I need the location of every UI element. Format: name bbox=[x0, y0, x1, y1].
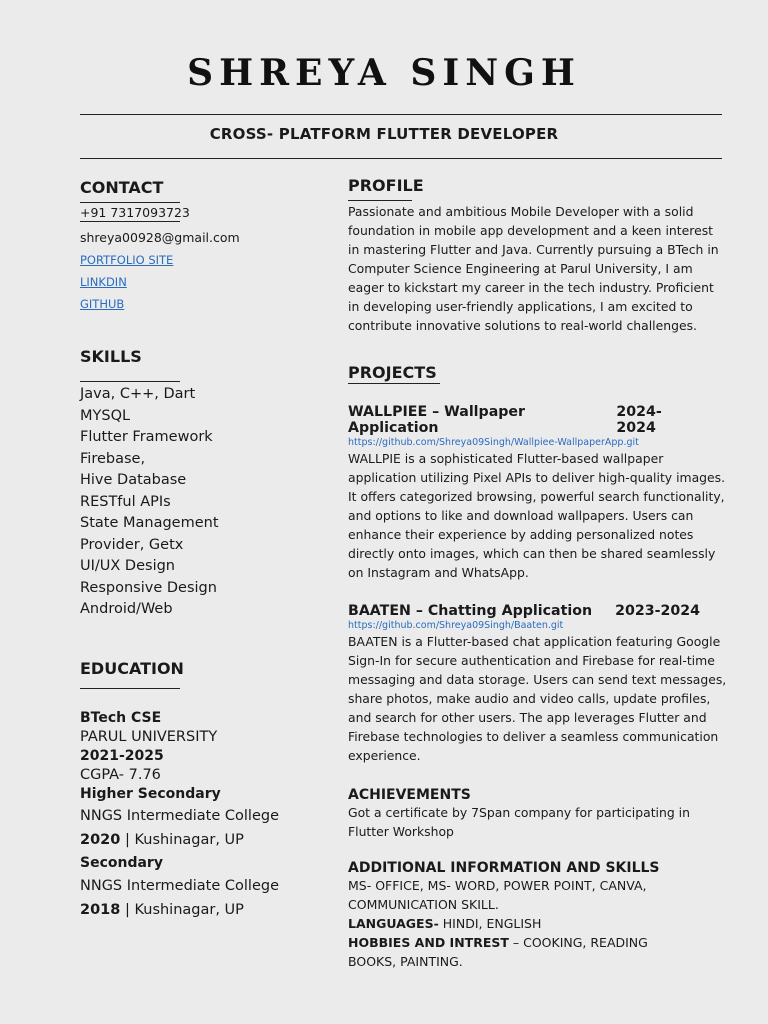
hobbies-value: – COOKING, READING BOOKS, PAINTING. bbox=[348, 935, 648, 969]
languages-line bbox=[348, 914, 728, 933]
contact-email[interactable]: shreya00928@gmail.com bbox=[80, 230, 240, 245]
achievements-section bbox=[348, 787, 728, 841]
project-years: 2024-2024 bbox=[616, 404, 662, 436]
hobbies-line bbox=[348, 933, 688, 971]
project-years: 2023-2024 bbox=[615, 603, 700, 619]
degree: BTech CSE bbox=[80, 709, 162, 726]
secondary-school: NNGS Intermediate College bbox=[80, 877, 279, 894]
project-description: WALLPIE is a sophisticated Flutter-based wallpaper application utilizing Pixel APIs to deliver high-quality images. It offers categorized browsing, powerful search functionality, and options to like and download wallpapers. Users can enhance their experience by adding personalized notes directly onto images, which can then be shared seamlessly on Instagram and WhatsApp. bbox=[348, 451, 726, 580]
project-title: BAATEN – Chatting Application bbox=[348, 603, 593, 619]
education-rule bbox=[80, 688, 180, 689]
higher-secondary-school: NNGS Intermediate College bbox=[80, 807, 279, 824]
degree-years: 2021-2025 bbox=[80, 747, 164, 764]
secondary-year-place bbox=[80, 898, 320, 922]
languages-value: HINDI, ENGLISH bbox=[438, 916, 542, 931]
skill-item: UI/UX Design bbox=[80, 558, 175, 574]
contact-phone: +91 7317093723 bbox=[80, 205, 190, 220]
profile-heading: PROFILE bbox=[348, 176, 424, 195]
skill-item: Java, C++, Dart bbox=[80, 386, 196, 402]
left-column bbox=[80, 178, 320, 922]
hs-year: 2020 bbox=[80, 831, 121, 848]
skill-item: Firebase, bbox=[80, 450, 146, 467]
header-divider-top bbox=[80, 114, 722, 115]
achievements-text: Got a certificate by 7Span company for participating in Flutter Workshop bbox=[348, 805, 690, 839]
project-link[interactable]: https://github.com/Shreya09Singh/Wallpiee-WallpaperApp.git bbox=[348, 437, 639, 448]
sec-place: | Kushinagar, UP bbox=[120, 901, 244, 918]
phone-underline bbox=[80, 221, 180, 222]
skill-item: RESTful APIs bbox=[80, 493, 171, 510]
higher-secondary-year-place bbox=[80, 828, 320, 852]
project-header bbox=[348, 404, 700, 436]
contact-heading: CONTACT bbox=[80, 178, 164, 197]
skill-item: MYSQL bbox=[80, 407, 131, 424]
skill-item: Flutter Framework bbox=[80, 429, 213, 445]
skill-item: Android/Web bbox=[80, 601, 173, 617]
project-title: WALLPIEE – Wallpaper Application bbox=[348, 404, 526, 436]
skills-list bbox=[80, 384, 320, 621]
skills-section bbox=[80, 347, 320, 621]
profile-rule bbox=[348, 200, 412, 201]
projects-heading: PROJECTS bbox=[348, 363, 437, 382]
profile-section bbox=[348, 176, 728, 335]
skills-rule bbox=[80, 381, 180, 382]
secondary-label: Secondary bbox=[80, 854, 163, 871]
hs-place: | Kushinagar, UP bbox=[120, 831, 244, 848]
sec-year: 2018 bbox=[80, 901, 121, 918]
profile-text: Passionate and ambitious Mobile Developer with a solid foundation in mobile app development and a keen interest in mastering Flutter and Java. Currently pursuing a BTech in Computer Science Engineering at Parul University, I am eager to kickstart my career in the tech industry. Proficient in developing user-friendly applications, I am excited to contribute innovative solutions to real-world challenges. bbox=[348, 204, 719, 333]
university: PARUL UNIVERSITY bbox=[80, 728, 218, 745]
additional-tools: MS- OFFICE, MS- WORD, POWER POINT, CANVA, COMMUNICATION SKILL. bbox=[348, 878, 647, 912]
github-link[interactable]: GITHUB bbox=[80, 297, 125, 311]
right-column bbox=[348, 176, 728, 971]
skill-item: Hive Database bbox=[80, 472, 187, 488]
project-header bbox=[348, 603, 700, 619]
higher-secondary-label: Higher Secondary bbox=[80, 785, 221, 802]
linkedin-link[interactable]: LINKDIN bbox=[80, 275, 127, 289]
resume-name: SHREYA SINGH bbox=[187, 52, 581, 94]
cgpa: CGPA- 7.76 bbox=[80, 766, 161, 783]
skill-item: State Management bbox=[80, 515, 219, 531]
skills-heading: SKILLS bbox=[80, 347, 142, 366]
achievements-heading: ACHIEVEMENTS bbox=[348, 787, 471, 803]
project-item bbox=[348, 404, 728, 582]
header-divider-bottom bbox=[80, 158, 722, 159]
projects-section bbox=[348, 363, 728, 765]
skill-item: Provider, Getx bbox=[80, 536, 184, 553]
projects-rule bbox=[348, 383, 440, 384]
project-link[interactable]: https://github.com/Shreya09Singh/Baaten.git bbox=[348, 620, 564, 631]
project-description: BAATEN is a Flutter-based chat application featuring Google Sign-In for secure authentication and Firebase for real-time messaging and data storage. Users can send text messages, share photos, make audio and video calls, update profiles, and search for other users. The app leverages Flutter and Firebase technologies to deliver a seamless communication experience. bbox=[348, 634, 727, 763]
additional-heading: ADDITIONAL INFORMATION AND SKILLS bbox=[348, 860, 660, 876]
education-section bbox=[80, 659, 320, 922]
portfolio-link[interactable]: PORTFOLIO SITE bbox=[80, 253, 174, 267]
project-item bbox=[348, 603, 728, 765]
languages-label: LANGUAGES- bbox=[348, 916, 439, 931]
contact-section bbox=[80, 178, 320, 311]
job-title: CROSS- PLATFORM FLUTTER DEVELOPER bbox=[209, 125, 559, 143]
additional-section bbox=[348, 860, 728, 971]
hobbies-label: HOBBIES AND INTREST bbox=[348, 935, 509, 950]
contact-rule bbox=[80, 202, 180, 203]
education-heading: EDUCATION bbox=[80, 658, 184, 678]
skill-item: Responsive Design bbox=[80, 579, 217, 596]
